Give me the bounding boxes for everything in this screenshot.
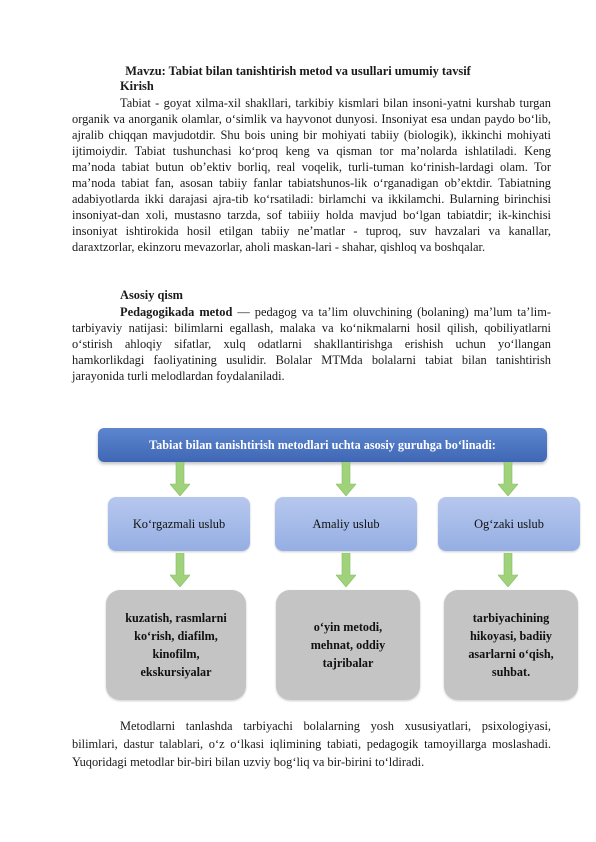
detail-line: kuzatish, rasmlarni <box>125 611 227 625</box>
main-paragraph-text: — pedagog va ta’lim oluvchining (bolaning) ma’lum ta’lim-tarbiyaviy natijasi: bilimlarni egallash, malaka va ko‘nikmalarni hosil qilish, qobiliyatlarni o‘stirish ahloqiy sifatlar, xulq odatlarni shakllantirishga erishish uchun yo‘llangan hamkorlikdagi faoliyatining usulidir. Bolalar MTMda bolalarni tabiat bilan tanishtirish jarayonida turli melodlardan foydalaniladi. <box>72 305 551 383</box>
detail-line: o‘yin metodi, <box>313 620 383 634</box>
term-pedagogical-method: Pedagogikada metod <box>120 305 233 319</box>
detail-line: mehnat, oddiy <box>310 638 386 652</box>
detail-box-verbal <box>444 590 578 700</box>
diagram-banner: Tabiat bilan tanishtirish metodlari uchta asosiy guruhga bo‘linadi: <box>98 428 547 462</box>
down-arrow-icon <box>498 553 518 587</box>
method-box-visual: Ko‘rgazmali uslub <box>108 497 250 551</box>
down-arrow-icon <box>336 462 356 496</box>
detail-line: tajribalar <box>322 656 374 670</box>
method-box-practical: Amaliy uslub <box>275 497 417 551</box>
down-arrow-icon <box>170 553 190 587</box>
document-title: Mavzu: Tabiat bilan tanishtirish metod va usullari umumiy tavsif <box>125 64 471 78</box>
down-arrow-icon <box>336 553 356 587</box>
detail-line: tarbiyachining <box>472 611 550 625</box>
intro-heading: Kirish <box>120 79 154 93</box>
closing-paragraph: Metodlarni tanlashda tarbiyachi bolalarning yosh xususiyatlari, psixologiyasi, bilimlari, dastur talablari, o‘z o‘lkasi iqlimining tabiati, pedagogik tamoyillarga moslashadi. Yuqoridagi metodlar bir-biri bilan uzviy bog‘liq va bir-birini to‘ldiradi. <box>72 719 551 769</box>
detail-line: asarlarni o‘qish, <box>468 647 554 661</box>
main-paragraph <box>72 304 551 384</box>
detail-line: kinofilm, <box>152 647 200 661</box>
detail-line: hikoyasi, badiiy <box>470 629 552 643</box>
detail-line: ekskursiyalar <box>140 665 212 679</box>
detail-line: ko‘rish, diafilm, <box>134 629 218 643</box>
method-box-verbal: Og‘zaki uslub <box>438 497 580 551</box>
detail-box-visual <box>106 590 246 700</box>
down-arrow-icon <box>170 462 190 496</box>
detail-box-practical <box>276 590 420 700</box>
intro-paragraph: Tabiat - goyat xilma-xil shakllari, tarkibiy kismlari bilan insoni-yatni kurshab turgan organik va anorganik olamlar, o‘simlik va hayvonot dunyosi. Insoniyat esa undan paydo bo‘lib, ajralib chiqqan mavjudotdir. Shu bois uning bir mohiyati tabiiy (biologik), ikkinchi mohiyati ijtimoiydir. Tabiat tushunchasi ko‘proq keng va qisman tor ma’nolarda ishlatiladi. Keng ma’noda tabiat butun ob’ektiv borliq, real voqelik, turli-tuman ko‘rinish-lardagi olam. Tor ma’noda tabiat fan, asosan tabiiy fanlar tabiatshunos-lik o‘rganadigan ob’ektdir. Tabiatning adabiyotlarda ikki darajasi ajra-tib ko‘rsatiladi: birlamchi va ikkilamchi. Bularning birinchisi insoniyat-dan xoli, mustasno tarzda, sof tabiiiy holda mavjud bo‘lgan tabiatdir; ik-kinchisi insoniyat ishtirokida hosil etilgan tabiiy ne’matlar - tuproq, suv havzalari va kanallar, daraxtzorlar, ekinzoru mevazorlar, aholi maskan-lari - shahar, qishloq va boshqalar. <box>72 96 551 254</box>
main-heading: Asosiy qism <box>120 288 183 302</box>
detail-line: suhbat. <box>491 665 531 679</box>
down-arrow-icon <box>498 462 518 496</box>
